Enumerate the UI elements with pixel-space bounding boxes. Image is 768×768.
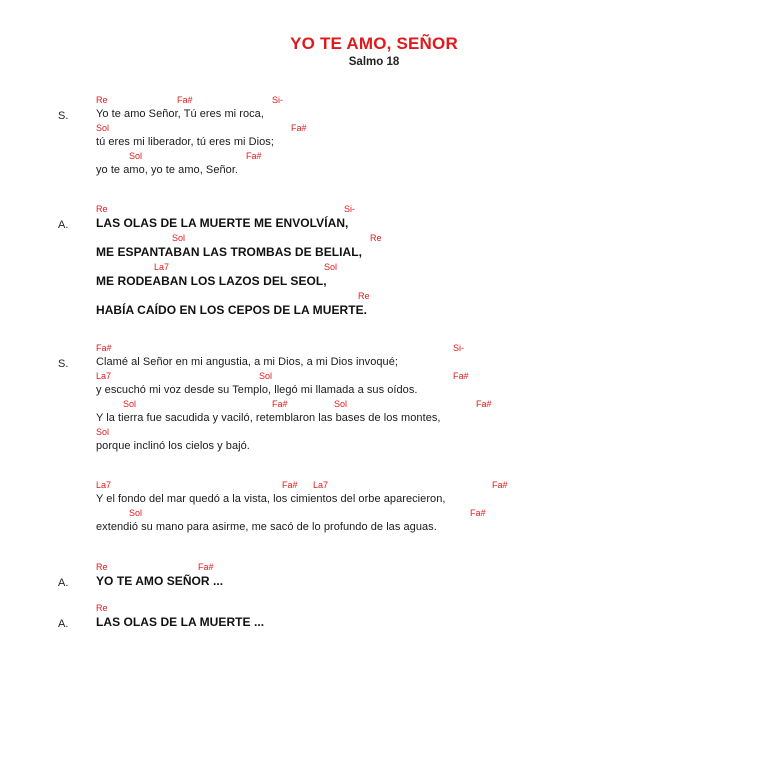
verse-line (96, 603, 736, 631)
verse-line (96, 343, 736, 371)
lyric-text: Clamé al Señor en mi angustia, a mi Dios, a mi Dios invoqué; (96, 356, 398, 368)
chord: Re (96, 204, 108, 214)
chord: Fa# (272, 399, 288, 409)
chord: Sol (172, 233, 186, 243)
lyric-text: tú eres mi liberador, tú eres mi Dios; (96, 136, 274, 148)
chord: Sol (123, 399, 137, 409)
chord: Sol (96, 427, 110, 437)
chord: Fa# (476, 399, 492, 409)
lyric-text: porque inclinó los cielos y bajó. (96, 440, 250, 452)
chord-row (96, 562, 736, 574)
chord: Fa# (282, 480, 298, 490)
chord: Fa# (470, 508, 486, 518)
verse-line (96, 262, 736, 290)
verse-line (96, 233, 736, 261)
verse-line (96, 151, 736, 179)
lyric-text: y escuchó mi voz desde su Templo, llegó mi llamada a sus oídos. (96, 384, 418, 396)
chord-row (96, 480, 736, 492)
chord: Sol (324, 262, 338, 272)
chord: La7 (313, 480, 329, 490)
verse-line (96, 399, 736, 427)
song-subtitle: Salmo 18 (348, 56, 400, 68)
chord: Fa# (492, 480, 508, 490)
chord: Si- (344, 204, 355, 214)
chord-row (96, 151, 736, 163)
chord: Sol (259, 371, 273, 381)
chord-row (96, 343, 736, 355)
lyric-text: Y el fondo del mar quedó a la vista, los cimientos del orbe aparecieron, (96, 493, 446, 505)
verse-line (96, 508, 736, 536)
chord-row (96, 123, 736, 135)
lyric-text: ME ESPANTABAN LAS TROMBAS DE BELIAL, (96, 245, 363, 259)
lyric-text: Y la tierra fue sacudida y vaciló, retemblaron las bases de los montes, (96, 412, 441, 424)
chord: Fa# (198, 562, 214, 572)
verse-line (96, 291, 736, 319)
lyric-text: Yo te amo Señor, Tú eres mi roca, (96, 108, 264, 120)
song-title: YO TE AMO, SEÑOR (290, 34, 458, 53)
lyric-text: extendió su mano para asirme, me sacó de lo profundo de las aguas. (96, 521, 437, 533)
chord: Si- (453, 343, 464, 353)
chord-row (96, 233, 736, 245)
stanza-marker: A. (58, 577, 69, 589)
chord: Fa# (96, 343, 112, 353)
chord: Re (96, 562, 108, 572)
chord-row (96, 427, 736, 439)
chord: La7 (96, 371, 112, 381)
chord-row (96, 291, 736, 303)
chord-row (96, 262, 736, 274)
chord-row (96, 371, 736, 383)
chord-row (96, 399, 736, 411)
chord: Fa# (453, 371, 469, 381)
chord: Sol (129, 151, 143, 161)
chord: La7 (96, 480, 112, 490)
chord: La7 (154, 262, 170, 272)
chord: Fa# (291, 123, 307, 133)
stanza-marker: A. (58, 618, 69, 630)
verse-line (96, 95, 736, 123)
chord-row (96, 603, 736, 615)
chord-row (96, 95, 736, 107)
chord: Sol (96, 123, 110, 133)
verse-line (96, 562, 736, 590)
stanza-marker: S. (58, 110, 69, 122)
stanza-marker: S. (58, 358, 69, 370)
chord: Re (96, 603, 108, 613)
lyric-text: yo te amo, yo te amo, Señor. (96, 164, 239, 176)
verse-line (96, 371, 736, 399)
chord: Sol (129, 508, 143, 518)
verse-line (96, 427, 736, 455)
chord: Re (96, 95, 108, 105)
chord: Sol (334, 399, 348, 409)
chord: Fa# (246, 151, 262, 161)
verse-line (96, 480, 736, 508)
lyric-text: YO TE AMO SEÑOR ... (96, 574, 224, 588)
lyric-text: HABÍA CAÍDO EN LOS CEPOS DE LA MUERTE. (96, 303, 368, 317)
chord-row (96, 508, 736, 520)
chord: Re (358, 291, 370, 301)
chord: Si- (272, 95, 283, 105)
stanza-marker: A. (58, 219, 69, 231)
lyric-text: ME RODEABAN LOS LAZOS DEL SEOL, (96, 274, 327, 288)
verse-line (96, 204, 736, 232)
verse-line (96, 123, 736, 151)
lyric-text: LAS OLAS DE LA MUERTE ME ENVOLVÍAN, (96, 216, 349, 230)
chord: Re (370, 233, 382, 243)
chord-row (96, 204, 736, 216)
lyric-text: LAS OLAS DE LA MUERTE ... (96, 615, 265, 629)
chord: Fa# (177, 95, 193, 105)
